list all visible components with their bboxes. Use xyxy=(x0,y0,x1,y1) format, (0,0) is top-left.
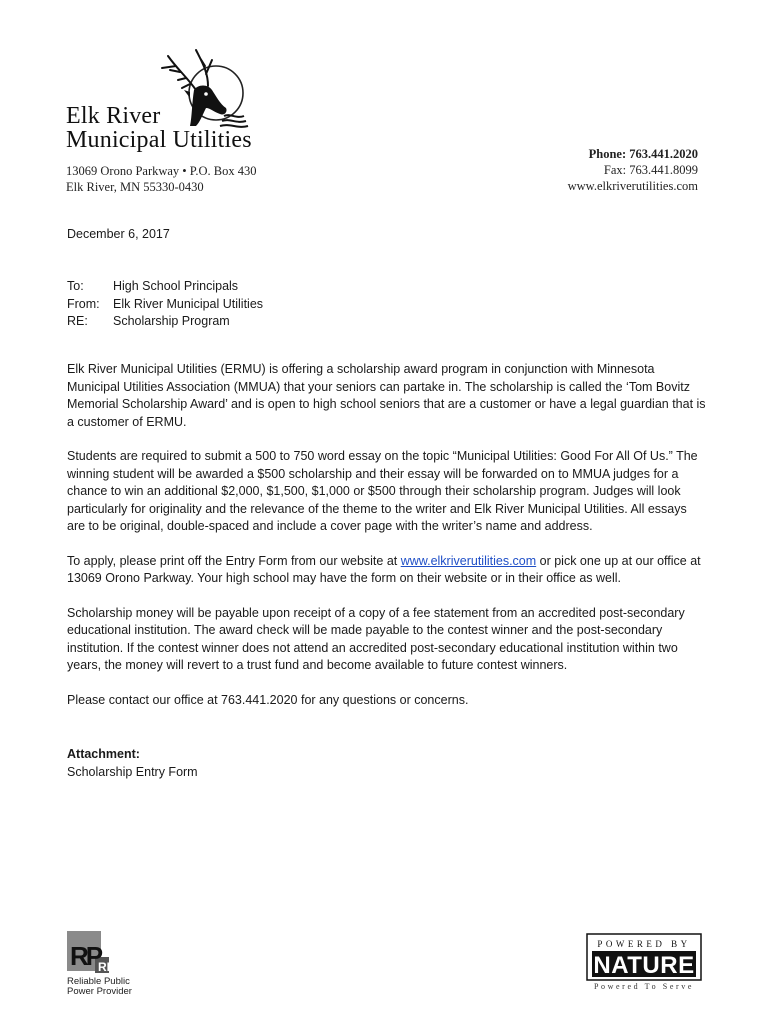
rp3-line-1: Reliable Public xyxy=(67,976,130,987)
rp3-mark: RP3 xyxy=(98,960,122,974)
memo-row-re xyxy=(67,313,263,331)
apply-text-after: or pick one up at our office at 13069 Orono Parkway. Your high school may have the form on their website or in their office as well. xyxy=(67,553,701,585)
attachment-title: Attachment: xyxy=(67,747,140,761)
rp3-caption xyxy=(67,977,132,997)
memo-value: Elk River Municipal Utilities xyxy=(113,296,264,311)
website-text: www.elkriverutilities.com xyxy=(567,179,698,193)
pbn-top-text: POWERED BY xyxy=(597,939,691,949)
rp3-line-2: Power Provider xyxy=(67,986,132,997)
paragraph-apply xyxy=(67,553,707,588)
paragraph-intro: Elk River Municipal Utilities (ERMU) is offering a scholarship award program in conjunction with Minnesota Municipal Utilities Association (MMUA) that your seniors can partake in. The scholarship is called the ‘Tom Bovitz Memorial Scholarship Award’ and is open to high school seniors that are a customer or have a legal guardian that is a customer of ERMU. xyxy=(67,362,706,429)
memo-row-to xyxy=(67,278,263,296)
pbn-main-text: NATURE xyxy=(593,952,695,979)
contact-block xyxy=(568,146,698,194)
organization-name xyxy=(66,104,252,152)
memo-label: To: xyxy=(67,279,84,293)
memo-value: Scholarship Program xyxy=(113,314,230,328)
letter-date: December 6, 2017 xyxy=(67,227,170,241)
org-name-line1: Elk River xyxy=(66,103,161,129)
paragraph-payment: Scholarship money will be payable upon receipt of a copy of a fee statement from an accredited post-secondary educational institution. The award check will be made payable to the contest winner and the post-secondary institution. If the contest winner does not attend an accredited post-secondary educational institution within two years, the money will revert to a trust fund and become available to future contest winners. xyxy=(67,605,685,672)
pbn-tagline: Powered To Serve xyxy=(594,982,694,991)
paragraph-contact: Please contact our office at 763.441.2020 for any questions or concerns. xyxy=(67,692,469,707)
memo-row-from xyxy=(67,296,263,314)
paragraph-requirements: Students are required to submit a 500 to 750 word essay on the topic “Municipal Utilities: Good For All Of Us.” The winning student will be awarded a $500 scholarship and their essay will be forwarded on to MMUA judges for a chance to win an additional $2,000, $1,500, $1,000 or $500 through their scholarship program. Judges will look particularly for originality and the relevance of the theme to the writer and Elk River Municipal Utilities. All essays are to be original, double-spaced and include a cover page with the writer’s name and address. xyxy=(67,449,698,533)
org-name-line2: Municipal Utilities xyxy=(66,127,252,153)
rp3-logo-icon xyxy=(67,931,147,1011)
memo-label: RE: xyxy=(67,314,88,328)
address-line-2: Elk River, MN 55330-0430 xyxy=(66,180,204,194)
address-line-1: 13069 Orono Parkway • P.O. Box 430 xyxy=(66,164,257,178)
address-block xyxy=(66,163,257,195)
phone-number: Phone: 763.441.2020 xyxy=(588,147,698,161)
attachment-item: Scholarship Entry Form xyxy=(67,764,198,779)
letter-body xyxy=(67,361,707,726)
svg-text:RP: RP xyxy=(70,941,101,971)
attachment-block xyxy=(67,746,198,781)
website-link[interactable]: www.elkriverutilities.com xyxy=(400,553,537,568)
memo-value: High School Principals xyxy=(113,279,239,293)
memo-label: From: xyxy=(67,296,100,311)
memo-header xyxy=(67,278,263,331)
fax-number: Fax: 763.441.8099 xyxy=(603,163,698,177)
apply-text-before: To apply, please print off the Entry Form from our website at xyxy=(67,553,401,568)
